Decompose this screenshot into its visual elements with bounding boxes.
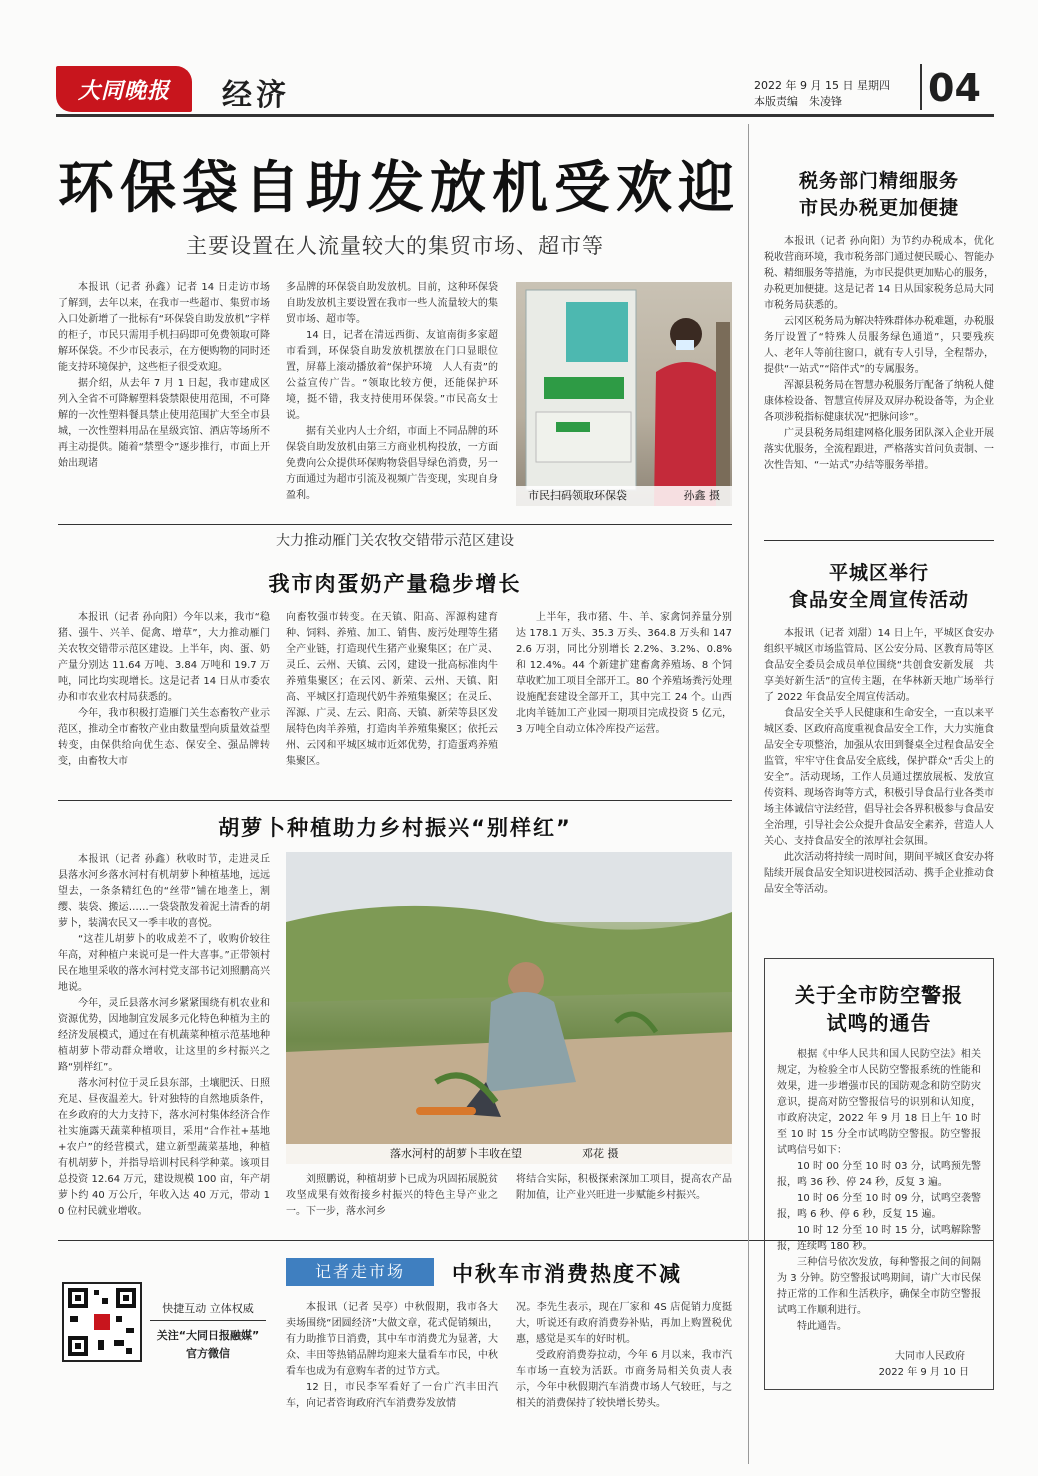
promo-text [150, 1300, 266, 1363]
masthead-divider [920, 64, 922, 110]
paragraph: 10 时 06 分至 10 时 09 分，试鸣空袭警报，鸣 6 秒、停 6 秒，反复 15 遍。 [777, 1193, 981, 1220]
cars-headline: 中秋车市消费热度不减 [452, 1262, 682, 1286]
caption-text: 市民扫码领取环保袋 [528, 489, 627, 502]
paragraph: “这茬儿胡萝卜的收成差不了，收购价较往年高，对种植户来说可是一件大喜事。”正带领村民在地里采收的落水河村党支部书记刘照鹏高兴地说。 [58, 934, 270, 993]
meat-col-1 [58, 610, 270, 770]
paragraph: 云冈区税务局为解决特殊群体办税难题，办税服务厅设置了“特殊人员服务绿色通道”，只要残疾人、老年人等前往窗口，就有专人引导，全程帮办，提供“一站式”“陪伴式”的专属服务。 [764, 316, 994, 375]
headline-line: 试鸣的通告 [826, 1011, 932, 1035]
date-text: 2022 年 9 月 15 日 星期四 [754, 79, 890, 92]
masthead-rule [56, 114, 994, 117]
photo-illustration [516, 282, 732, 506]
paragraph: 食品安全关乎人民健康和生命安全，一直以来平城区委、区政府高度重视食品安全工作，大力实施食品安全专项整治，加强从农田到餐桌全过程食品安全监管，牢牢守住食品安全底线，保护群众“舌尖上的安全”。活动现场，工作人员通过摆放展板、发放宣传资料、现场咨询等方式，积极引导食品行业各类市场主体诚信守法经营，倡导社会各界积极参与食品安全治理，引导社会公众提升食品安全素养，营造人人关心、支持食品安全的浓厚社会氛围。 [764, 708, 994, 847]
paragraph: 况。李先生表示，现在厂家和 4S 店促销力度挺大，听说还有政府消费券补贴，再加上购置税优惠，感觉是买车的好时机。 [516, 1302, 732, 1345]
lead-photo [516, 282, 732, 506]
paragraph: 本报讯（记者 孙鑫）记者 14 日走访市场了解到，去年以来，在我市一些超市、集贸市场入口处新增了一批标有“环保袋自助发放机”字样的柜子，市民只需用手机扫码即可免费领取可降解环保袋。不少市民表示，在方便购物的同时还能支持环境保护，这些柜子很受欢迎。 [58, 282, 270, 373]
meat-kicker: 大力推动雁门关农牧交错带示范区建设 [276, 533, 514, 549]
divider [764, 540, 994, 541]
headline-line: 关于全市防空警报 [795, 983, 963, 1007]
paragraph: 特此通告。 [797, 1321, 847, 1332]
food-headline [764, 560, 994, 614]
paragraph: 浑源县税务局在智慧办税服务厅配备了纳税人健康体检设备、智慧宣传屏及双屏办税设备等，为企业各项涉税指标健康状况“把脉问诊”。 [764, 380, 994, 423]
issue-date [754, 78, 890, 110]
paragraph: 受政府消费券拉动，今年 6 月以来，我市汽车市场一直较为活跃。市商务局相关负责人表示，今年中秋假期汽车消费市场人气较旺，与之相关的消费保持了较快增长势头。 [516, 1350, 732, 1409]
paragraph: 刘照鹏说，种植胡萝卜已成为巩固拓展脱贫攻坚成果有效衔接乡村振兴的特色主导产业之一。下一步，落水河乡 [286, 1174, 498, 1217]
notice-date: 2022 年 9 月 10 日 [878, 1367, 969, 1378]
paragraph: 此次活动将持续一周时间，期间平城区食安办将陆续开展食品安全知识进校园活动、携手企业推动食品安全等活动。 [764, 852, 994, 895]
paragraph: 上半年，我市猪、牛、羊、家禽饲养量分别达 178.1 万头、35.3 万头、364.8 万头和 1472.6 万羽，同比分别增长 2.2%、3.2%、0.8% 和 12.4%。44 个新建扩建畜禽养殖场、8 个饲草收贮加工项目全部开工。80 个养殖场粪污处理设施配套建设全部开工，其中完工 24 个。山西北肉羊链加工产业园一期项目完成投资 5 亿元，3 万吨全自动立体冷库投产运营。 [516, 612, 732, 735]
carrot-col-2 [286, 1172, 498, 1220]
paragraph: 今年，灵丘县落水河乡紧紧围绕有机农业和资源优势，因地制宜发展多元化特色种植为主的经济发展模式，通过在有机蔬菜种植示范基地种植胡萝卜带动群众增收，让这里的乡村振兴之路“别样红”。 [58, 998, 270, 1073]
carrot-photo [286, 852, 732, 1164]
paragraph: 据有关业内人士介绍，市面上不同品牌的环保袋自助发放机由第三方商业机构投放，一方面免费向公众提供环保购物袋倡导绿色消费，另一方面通过为超市引流及视频广告变现，实现自身盈利。 [286, 426, 498, 501]
notice-headline [765, 981, 993, 1037]
meat-headline: 我市肉蛋奶产量稳步增长 [268, 572, 522, 596]
paragraph: 本报讯（记者 刘甜）14 日上午，平城区食安办组织平城区市场监管局、区公安分局、区教育局等区食品安全委员会成员单位围绕“共创食安新发展 共享美好新生活”的宣传主题，在华林新天地广场举行了 2022 年食品安全周宣传活动。 [764, 628, 994, 703]
photo-credit: 孙鑫 摄 [683, 489, 720, 502]
paragraph: 将结合实际，积极探索深加工项目，提高农产品附加值，让产业兴旺进一步赋能乡村振兴。 [516, 1174, 732, 1201]
paragraph: 向畜牧强市转变。在天镇、阳高、浑源构建育种、饲料、养殖、加工、销售、废污处理等生猪全产业链，打造现代生猪产业聚集区；在广灵、灵丘、云州、天镇、云冈，建设一批高标准肉牛养殖集聚区；在云冈、新荣、云州、天镇、阳高、平城区打造现代奶牛养殖集聚区；在灵丘、浑源、广灵、左云、阳高、天镇、新荣等县区发展特色肉羊养殖，打造肉羊养殖集聚区；依托云州、云冈和平城区城市近郊优势，打造蛋鸡养殖集聚区。 [286, 612, 498, 767]
lead-col-1 [58, 280, 270, 472]
lead-headline: 环保袋自助发放机受欢迎 [58, 156, 740, 221]
food-body [764, 626, 994, 898]
lead-photo-caption [516, 486, 732, 506]
carrot-photo-caption [286, 1144, 732, 1164]
carrot-headline: 胡萝卜种植助力乡村振兴“别样红” [218, 816, 572, 840]
carrot-col-1 [58, 852, 270, 1220]
section-title: 经济 [222, 78, 290, 113]
photo-credit: 邓花 摄 [582, 1147, 619, 1160]
paragraph: 12 日，市民李军看好了一台广汽丰田汽车，向记者咨询政府汽车消费券发放情 [286, 1382, 498, 1409]
paragraph: 10 时 12 分至 10 时 15 分，试鸣解除警报，连续鸣 180 秒。 [777, 1225, 981, 1252]
notice-signature: 大同市人民政府 [895, 1351, 965, 1362]
divider [58, 524, 732, 525]
meat-col-2 [286, 610, 498, 770]
editor-text: 本版责编 朱凌锋 [754, 95, 842, 108]
cars-tag: 记者走市场 [286, 1258, 434, 1286]
promo-line: 快捷互动 立体权威 [150, 1300, 266, 1321]
paragraph: 今年，我市积极打造雁门关生态畜牧产业示范区，推动全市畜牧产业由数量型向质量效益型转变，由保供给向优生态、保安全、强品牌转变，由畜牧大市 [58, 708, 270, 767]
lead-col-2 [286, 280, 498, 504]
wechat-qr-code[interactable] [62, 1282, 142, 1362]
page-number: 04 [928, 66, 981, 110]
paragraph: 本报讯（记者 吴亭）中秋假期，我市各大卖场围绕“团圆经济”大做文章，花式促销频出，有力助推节日消费，其中车市消费尤为显著，大众、丰田等热销品牌均迎来大量看车市民，中秋看车也成为有意购车者的过节方式。 [286, 1302, 498, 1377]
caption-text: 落水河村的胡萝卜丰收在望 [390, 1147, 522, 1160]
divider [58, 800, 732, 801]
paragraph: 本报讯（记者 孙向阳）为节约办税成本，优化税收营商环境，我市税务部门通过便民暖心、智能办税、精细服务等措施，为市民提供更加贴心的服务，办税更加便捷。这是记者 14 日从国家税务总局大同市税务局获悉的。 [764, 236, 994, 311]
paragraph: 根据《中华人民共和国人民防空法》相关规定，为检验全市人民防空警报系统的性能和效果，进一步增强市民的国防观念和防空防灾意识，提高对防空警报信号的识别和认知度，市政府决定，2022 年 9 月 18 日上午 10 时至 10 时 15 分全市试鸣防空警报。防空警报试鸣信号如下： [777, 1049, 981, 1156]
notice-body [765, 1037, 993, 1381]
paragraph: 14 日，记者在清远西街、友谊南街多家超市看到，环保袋自助发放机摆放在门口显眼位置，屏幕上滚动播放着“保护环境 人人有责”的公益宣传广告。“领取比较方便，还能保护环境，挺不错，我支持使用环保袋。”市民高女士说。 [286, 330, 498, 421]
meat-col-3 [516, 610, 732, 738]
qr-code-icon [64, 1284, 140, 1360]
paragraph: 本报讯（记者 孙鑫）秋收时节，走进灵丘县落水河乡落水河村有机胡萝卜种植基地，远远望去，一条条精红色的“丝带”铺在地垄上，割缨、装袋、搬运……一袋袋散发着泥土清香的胡萝卜，装满农民又一季丰收的喜悦。 [58, 854, 270, 929]
headline-line: 食品安全周宣传活动 [788, 589, 969, 611]
tax-body [764, 234, 994, 474]
paragraph: 据介绍，从去年 7 月 1 日起，我市建成区列入全省不可降解塑料袋禁限使用范围，不可降解的一次性塑料餐具禁止使用范围扩大至全市县城，一次性塑料用品在星级宾馆、酒店等场所不再主动提供。随着“禁塑令”逐步推行，市面上开始出现诸 [58, 378, 270, 469]
headline-line: 市民办税更加便捷 [798, 197, 959, 219]
cars-col-2 [516, 1300, 732, 1412]
photo-illustration [286, 852, 732, 1164]
paragraph: 三种信号依次发放，每种警报之间的间隔为 3 分钟。防空警报试鸣期间，请广大市民保持正常的工作和生活秩序，确保全市防空警报试鸣工作顺利进行。 [777, 1257, 981, 1316]
paragraph: 10 时 00 分至 10 时 03 分，试鸣预先警报，鸣 36 秒、停 24 秒，反复 3 遍。 [777, 1161, 981, 1188]
promo-line: 官方微信 [186, 1347, 230, 1360]
headline-line: 税务部门精细服务 [798, 170, 959, 192]
paragraph: 本报讯（记者 孙向阳）今年以来，我市“稳猪、强牛、兴羊、促禽、增草”，大力推动雁门关农牧交错带示范区建设。上半年，肉、蛋、奶产量分别达 11.64 万吨、3.84 万吨和 19.7 万吨，同比均实现增长。这是记者 14 日从市委农办和市农业农村局获悉的。 [58, 612, 270, 703]
paragraph: 广灵县税务局组建网格化服务团队深入企业开展落实优服务，全流程跟进，严格落实首问负责制、一次性告知、“一站式”办结等服务举措。 [764, 428, 994, 471]
cars-col-1 [286, 1300, 498, 1412]
paragraph: 落水河村位于灵丘县东部，土壤肥沃、日照充足、昼夜温差大。针对独特的自然地质条件，在乡政府的大力支持下，落水河村集体经济合作社实施露天蔬菜种植项目，采用“合作社+基地+农户”的经营模式，建立新型蔬菜基地，种植有机胡萝卜，并指导培训村民科学种菜。该项目总投资 12.64 万元，建设规模 100 亩，年产胡萝卜约 40 万公斤，年收入达 40 万元，带动 10 位村民就业增收。 [58, 1078, 270, 1217]
air-raid-notice [764, 958, 994, 1390]
headline-line: 平城区举行 [828, 562, 929, 584]
carrot-col-3 [516, 1172, 732, 1204]
lead-subheadline: 主要设置在人流量较大的集贸市场、超市等 [186, 234, 604, 258]
paragraph: 多品牌的环保袋自助发放机。目前，这种环保袋自助发放机主要设置在我市一些人流量较大的集贸市场、超市等。 [286, 282, 498, 325]
tax-headline [764, 168, 994, 222]
promo-line: 关注“大同日报融媒” [156, 1329, 260, 1342]
newspaper-logo: 大同晚报 [56, 66, 192, 112]
column-divider [748, 124, 749, 1464]
